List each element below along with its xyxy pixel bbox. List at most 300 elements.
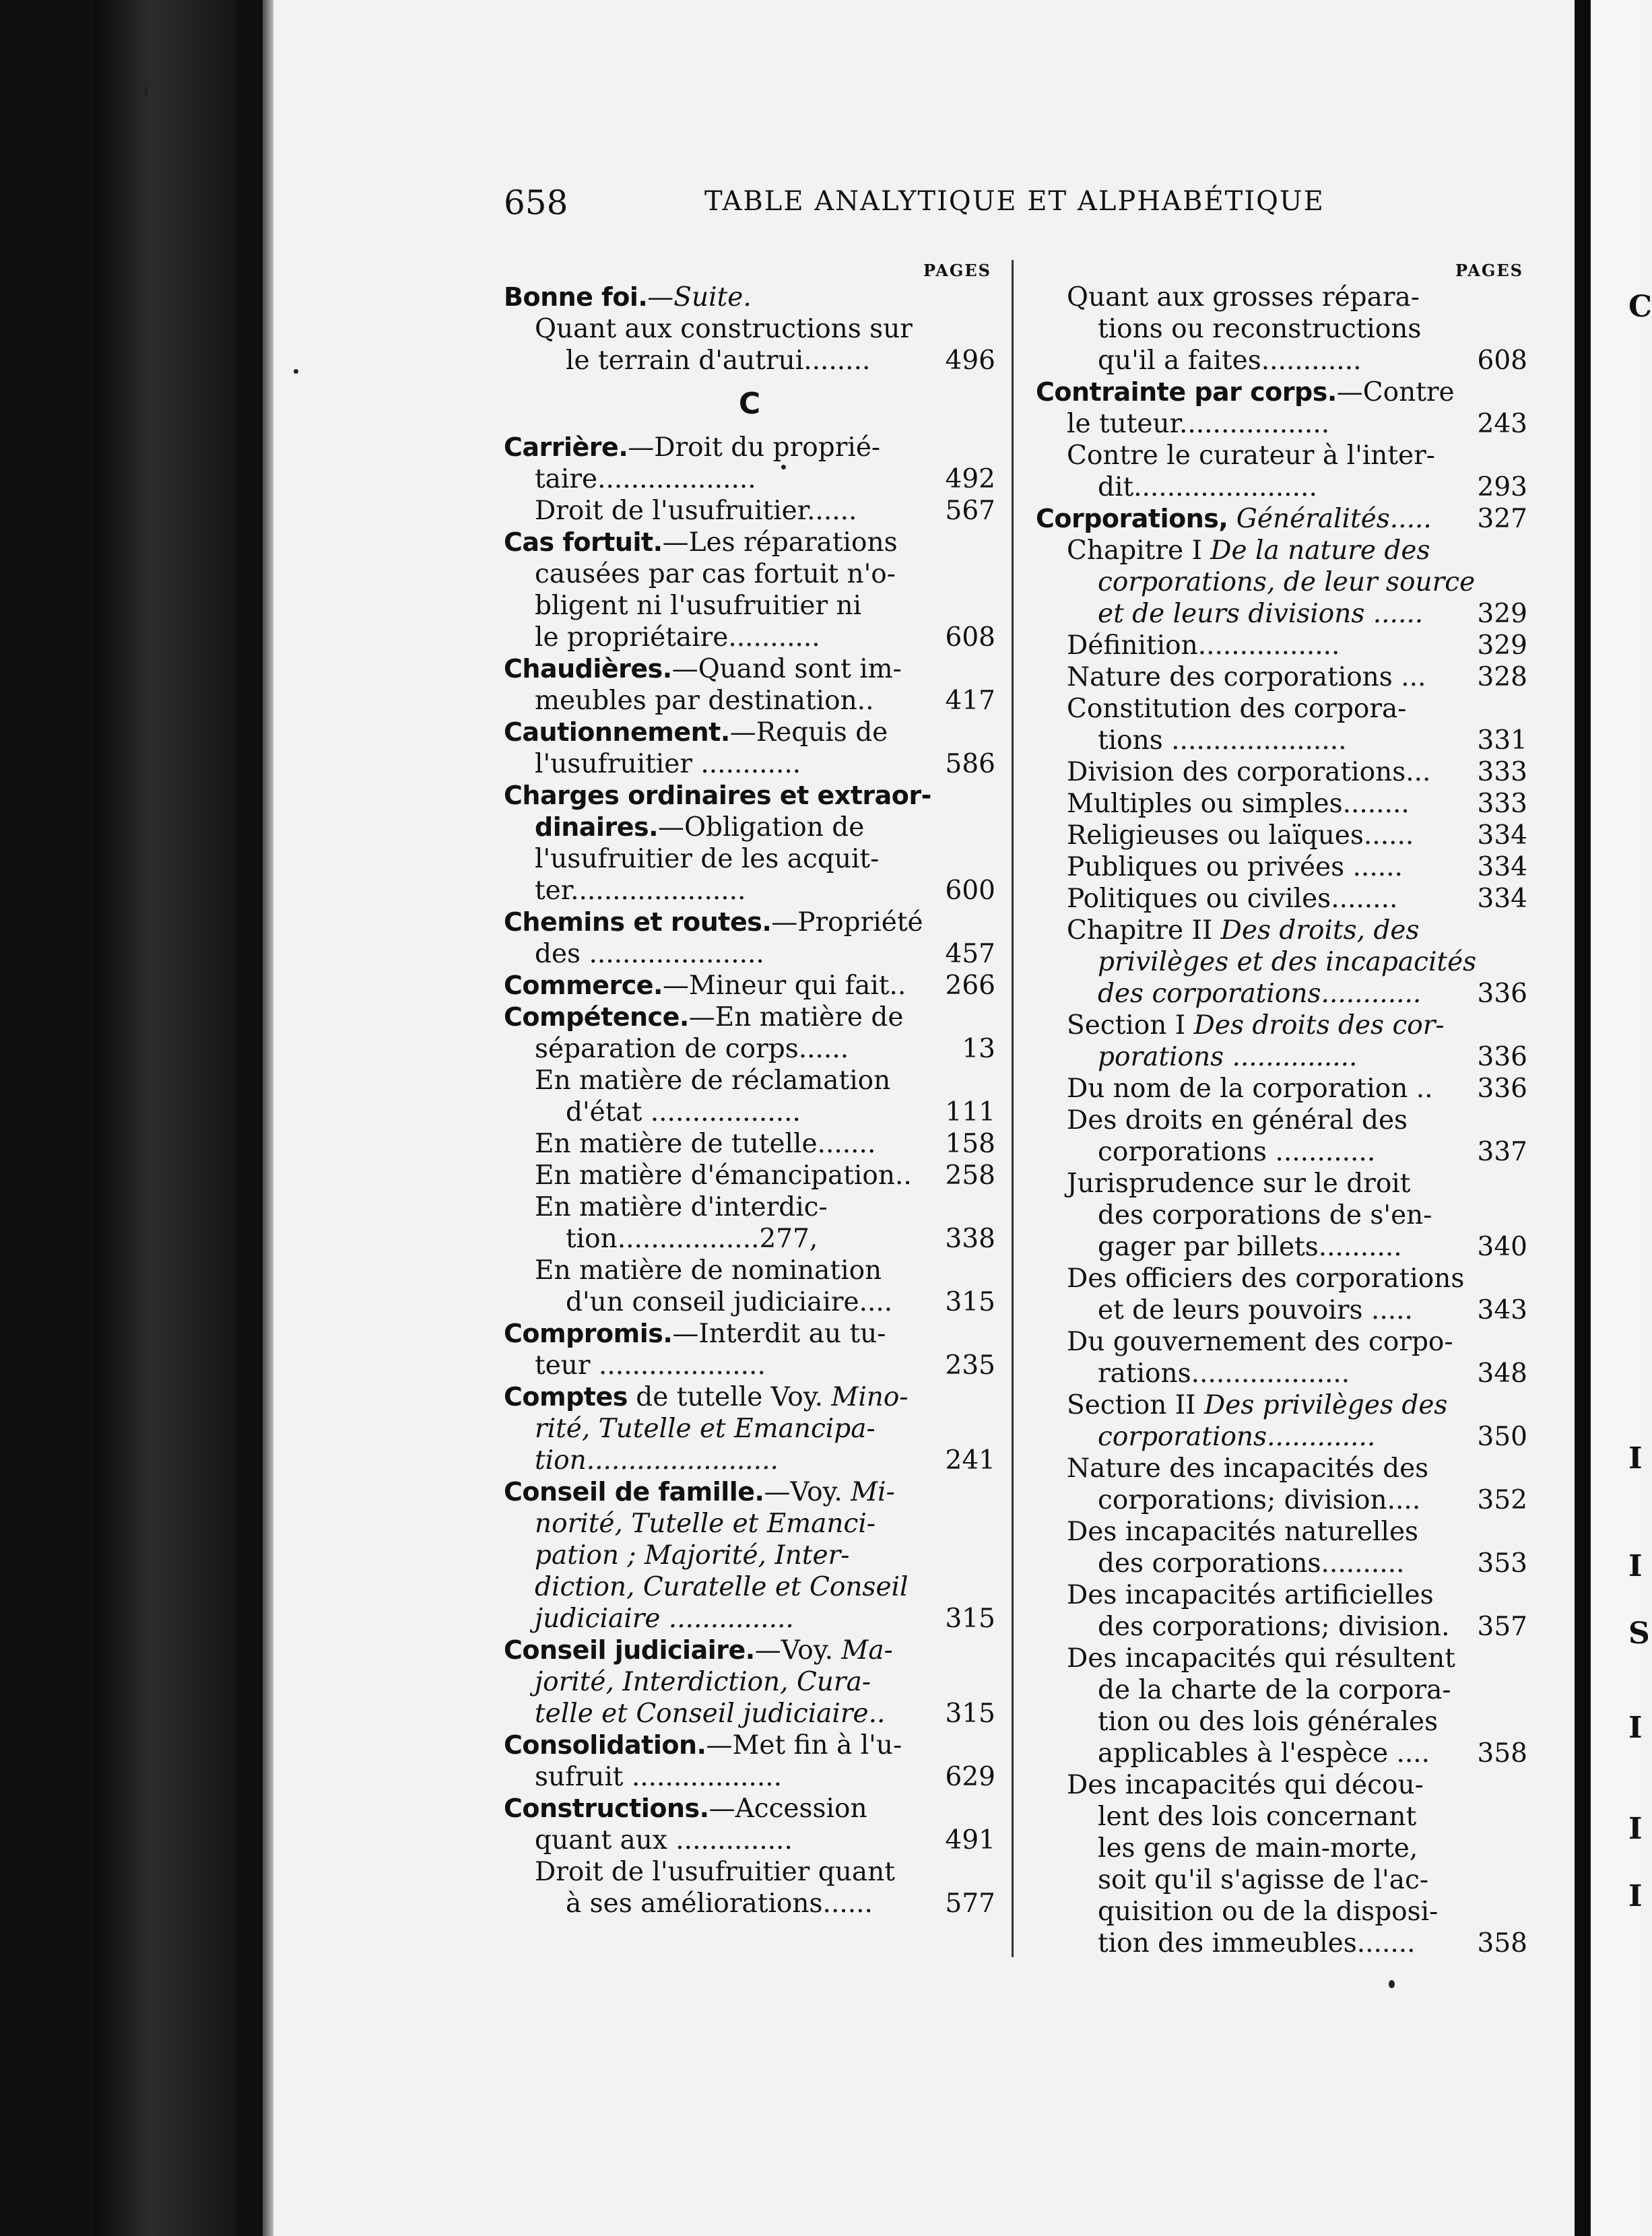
page-ref: 329 xyxy=(1477,599,1527,629)
entry-line xyxy=(504,1255,995,1286)
entry-line xyxy=(504,527,995,558)
entry-headword: Comptes xyxy=(504,1382,628,1412)
entry-text: des ..................... xyxy=(535,939,764,969)
entry-line xyxy=(1036,756,1527,788)
entry-line xyxy=(1036,1389,1527,1421)
entry-headword: Chaudières. xyxy=(504,654,672,684)
index-entry xyxy=(504,970,995,1001)
entry-text: Du nom de la corporation .. xyxy=(1067,1074,1433,1104)
entry-line xyxy=(1036,915,1527,946)
page-ref: 337 xyxy=(1477,1137,1527,1167)
entry-line xyxy=(1036,566,1527,598)
page-ref: 336 xyxy=(1477,979,1527,1009)
entry-text: En matière de tutelle....... xyxy=(535,1129,876,1159)
gutter-band xyxy=(1575,0,1591,2236)
page-ref: 348 xyxy=(1477,1358,1527,1389)
entry-line xyxy=(504,1476,995,1508)
entry-text: —Contre xyxy=(1336,377,1455,407)
entry-text: des corporations.......... xyxy=(1098,1548,1405,1579)
entry-line xyxy=(1036,851,1527,883)
entry-text: et de leurs pouvoirs ..... xyxy=(1098,1295,1413,1325)
page-ref: 357 xyxy=(1477,1612,1527,1642)
entry-line xyxy=(1036,408,1527,440)
entry-text: de tutelle Voy. xyxy=(627,1382,832,1412)
entry-text: Chapitre I xyxy=(1067,535,1211,566)
page-ref: 158 xyxy=(945,1129,995,1159)
entry-line xyxy=(1036,1643,1527,1674)
entry-line xyxy=(504,970,995,1001)
entry-text: l'usufruitier de les acquit- xyxy=(535,844,880,874)
entry-text: Religieuses ou laïques...... xyxy=(1067,820,1414,851)
entry-text: —Accession xyxy=(708,1794,867,1824)
entry-line xyxy=(1036,1579,1527,1611)
entry-text: En matière d'émancipation.. xyxy=(535,1160,912,1191)
entry-text: le propriétaire........... xyxy=(535,622,820,653)
entry-line xyxy=(1036,535,1527,566)
page-ref: 600 xyxy=(945,876,995,906)
entry-text: lent des lois concernant xyxy=(1098,1802,1417,1832)
entry-text: des corporations; division. xyxy=(1098,1612,1450,1642)
index-column-left xyxy=(504,260,995,1919)
entry-line xyxy=(1036,345,1527,376)
entry-line xyxy=(1036,1326,1527,1358)
entry-text: porations ............... xyxy=(1098,1042,1358,1072)
page-ref: 340 xyxy=(1477,1232,1527,1262)
page-ref: 334 xyxy=(1477,820,1527,851)
entry-line xyxy=(504,590,995,622)
index-subentry xyxy=(504,495,995,527)
scan-margin-left xyxy=(0,0,263,2236)
entry-line xyxy=(504,1350,995,1381)
entry-line xyxy=(504,1191,995,1223)
entry-headword: Carrière. xyxy=(504,432,628,462)
entry-text: jorité, Interdiction, Cura- xyxy=(535,1667,871,1697)
entry-text: des corporations de s'en- xyxy=(1098,1200,1432,1230)
page-ref: 315 xyxy=(945,1287,995,1317)
entry-line xyxy=(504,313,995,345)
entry-line xyxy=(1036,1136,1527,1168)
entry-text: Des incapacités artificielles xyxy=(1067,1580,1434,1610)
entry-line xyxy=(1036,1516,1527,1548)
page-ref: 577 xyxy=(945,1888,995,1919)
entry-line xyxy=(504,1001,995,1033)
entry-text: Des incapacités qui décou- xyxy=(1067,1770,1424,1800)
entry-line xyxy=(1036,1073,1527,1105)
entry-line xyxy=(504,463,995,495)
entry-line xyxy=(1036,946,1527,978)
page-ref: 13 xyxy=(962,1034,995,1064)
index-entry xyxy=(504,1318,995,1381)
entry-line xyxy=(1036,1010,1527,1041)
index-entry xyxy=(1036,376,1527,503)
entry-line xyxy=(1036,1801,1527,1833)
page-ref: 358 xyxy=(1477,1738,1527,1769)
entry-line xyxy=(504,1635,995,1666)
page-edge xyxy=(263,0,273,2236)
index-entry xyxy=(504,1001,995,1318)
page-ref: 358 xyxy=(1477,1928,1527,1959)
entry-line xyxy=(1036,1896,1527,1928)
page-ref: 293 xyxy=(1477,472,1527,502)
dust-speck xyxy=(1389,1980,1395,1988)
entry-headword: Contrainte par corps. xyxy=(1036,377,1337,407)
entry-text: tion....................... xyxy=(535,1445,779,1476)
entry-text: —Propriété xyxy=(771,907,923,938)
entry-line xyxy=(504,1888,995,1919)
entry-line xyxy=(1036,1453,1527,1484)
entry-text: —Met fin à l'u- xyxy=(706,1730,902,1761)
entry-text: —Les réparations xyxy=(662,527,898,558)
page-ref: 266 xyxy=(945,971,995,1001)
entry-line xyxy=(504,432,995,463)
entry-text: causées par cas fortuit n'o- xyxy=(535,559,896,589)
page-ref: 329 xyxy=(1477,630,1527,661)
entry-text: rations................... xyxy=(1098,1358,1350,1389)
entry-line xyxy=(504,1571,995,1603)
entry-text: corporations ............ xyxy=(1098,1137,1376,1167)
entry-line xyxy=(1036,1548,1527,1579)
entry-headword: Compétence. xyxy=(504,1002,689,1032)
entry-headword: Constructions. xyxy=(504,1794,709,1823)
entry-text: des corporations............ xyxy=(1098,979,1422,1009)
entry-text: applicables à l'espèce .... xyxy=(1098,1738,1430,1769)
entry-line xyxy=(504,1223,995,1255)
entry-line xyxy=(504,1065,995,1096)
entry-text-italic: Des droits, des xyxy=(1220,915,1420,946)
entry-text: norité, Tutelle et Emanci- xyxy=(535,1509,876,1539)
entry-text: Des droits en général des xyxy=(1067,1105,1408,1136)
page-number: 658 xyxy=(504,183,568,222)
index-entry xyxy=(504,1476,995,1635)
page-ref: 315 xyxy=(945,1604,995,1634)
entry-text: l'usufruitier ............ xyxy=(535,749,801,779)
entry-line xyxy=(504,1761,995,1793)
entry-headword: dinaires. xyxy=(535,812,659,842)
page-ref: 111 xyxy=(945,1097,995,1127)
entry-line xyxy=(1036,282,1527,313)
entry-line xyxy=(504,1508,995,1540)
entry-text: Quant aux constructions sur xyxy=(535,314,913,344)
entry-text: —Obligation de xyxy=(658,812,865,843)
entry-text-italic: Des privilèges des xyxy=(1204,1390,1448,1420)
page-ref: 328 xyxy=(1477,662,1527,692)
entry-text: Des incapacités naturelles xyxy=(1067,1517,1419,1547)
entry-line xyxy=(504,495,995,527)
entry-text: meubles par destination.. xyxy=(535,686,874,716)
entry-line xyxy=(1036,471,1527,503)
page-ref: 567 xyxy=(945,496,995,526)
entry-text: tion ou des lois générales xyxy=(1098,1707,1439,1737)
entry-line xyxy=(504,938,995,970)
entry-text: de la charte de la corpora- xyxy=(1098,1675,1451,1705)
entry-line xyxy=(1036,1738,1527,1769)
adjacent-page-letter: C xyxy=(1628,290,1652,324)
entry-text: qu'il a faites............ xyxy=(1098,346,1362,376)
index-subentry xyxy=(1036,345,1527,376)
adjacent-page-letter: I xyxy=(1628,1879,1643,1913)
page-ref: 334 xyxy=(1477,852,1527,882)
entry-headword: Commerce. xyxy=(504,971,663,1000)
entry-text: —Droit du proprié- xyxy=(628,432,881,463)
column-rule xyxy=(1012,260,1014,1957)
index-entry xyxy=(504,1635,995,1730)
page-ref: 343 xyxy=(1477,1295,1527,1325)
entry-text-italic: Mino- xyxy=(831,1382,908,1412)
entry-line xyxy=(1036,1833,1527,1864)
adjacent-page-letter: I xyxy=(1628,1711,1643,1745)
page-ref: 333 xyxy=(1477,757,1527,787)
entry-line xyxy=(1036,693,1527,725)
entry-line xyxy=(1036,883,1527,915)
entry-text: Nature des incapacités des xyxy=(1067,1453,1429,1484)
entry-line xyxy=(504,1856,995,1888)
entry-line xyxy=(504,1540,995,1571)
entry-text: —Interdit au tu- xyxy=(672,1319,886,1349)
entry-text: Section II xyxy=(1067,1390,1204,1420)
entry-line xyxy=(1036,598,1527,630)
entry-text: pation ; Majorité, Inter- xyxy=(535,1540,850,1571)
entry-text: quisition ou de la disposi- xyxy=(1098,1897,1439,1927)
entry-line xyxy=(504,1698,995,1730)
entry-text: Du gouvernement des corpo- xyxy=(1067,1327,1453,1357)
page-ref: 608 xyxy=(945,622,995,653)
pages-label: PAGES xyxy=(923,261,991,280)
entry-text-italic: Mi- xyxy=(851,1477,895,1507)
entry-line xyxy=(1036,1864,1527,1896)
entry-text: tions ou reconstructions xyxy=(1098,314,1422,344)
entry-line xyxy=(1036,1041,1527,1073)
index-entry xyxy=(504,282,995,376)
entry-line xyxy=(504,1793,995,1824)
entry-line xyxy=(504,1824,995,1856)
entry-text: tions ..................... xyxy=(1098,725,1347,756)
entry-text: corporations............. xyxy=(1098,1422,1376,1452)
entry-line xyxy=(1036,820,1527,851)
entry-text: Multiples ou simples........ xyxy=(1067,789,1410,819)
entry-line xyxy=(1036,1674,1527,1706)
entry-text: taire................... xyxy=(535,464,756,494)
entry-line xyxy=(1036,978,1527,1010)
entry-line xyxy=(504,1128,995,1160)
entry-line xyxy=(504,685,995,717)
entry-line xyxy=(504,1286,995,1318)
adjacent-page-letter: I xyxy=(1628,1812,1643,1846)
entry-headword: Bonne foi. xyxy=(504,282,648,312)
entry-line xyxy=(504,1033,995,1065)
page-ref: 491 xyxy=(945,1825,995,1855)
entry-line xyxy=(504,558,995,590)
page-header xyxy=(504,183,1440,224)
page-ref: 333 xyxy=(1477,789,1527,819)
entry-line xyxy=(504,1730,995,1761)
entry-text: Jurisprudence sur le droit xyxy=(1067,1169,1411,1199)
film-edge xyxy=(94,0,236,2236)
adjacent-page-letter: S xyxy=(1628,1616,1650,1651)
entry-text: privilèges et des incapacités xyxy=(1098,947,1477,977)
page-ref: 496 xyxy=(945,346,995,376)
entry-text: diction, Curatelle et Conseil xyxy=(535,1572,908,1602)
entry-line xyxy=(504,780,995,812)
entry-text-italic: Suite. xyxy=(673,282,752,313)
entry-text: Nature des corporations ... xyxy=(1067,662,1426,692)
entry-text: Publiques ou privées ...... xyxy=(1067,852,1403,882)
entry-headword: Cas fortuit. xyxy=(504,527,663,557)
index-column-right xyxy=(1036,260,1527,1959)
entry-headword: Conseil judiciaire. xyxy=(504,1635,755,1665)
entry-line xyxy=(1036,661,1527,693)
page-ref: 336 xyxy=(1477,1042,1527,1072)
entry-line xyxy=(1036,1199,1527,1231)
page-ref: 243 xyxy=(1477,409,1527,439)
entry-text: Section I xyxy=(1067,1010,1194,1041)
entry-line xyxy=(1036,440,1527,471)
entry-line xyxy=(504,1666,995,1698)
page-ref: 315 xyxy=(945,1699,995,1729)
index-entry xyxy=(504,1793,995,1919)
entry-line xyxy=(1036,1421,1527,1453)
index-entry xyxy=(504,1381,995,1476)
entry-text: d'état .................. xyxy=(566,1097,801,1127)
entry-text: le tuteur.................. xyxy=(1067,409,1330,439)
entry-text: Quant aux grosses répara- xyxy=(1067,282,1420,313)
page-ref: 353 xyxy=(1477,1548,1527,1579)
entry-text: Politiques ou civiles........ xyxy=(1067,884,1398,914)
entry-line xyxy=(504,282,995,313)
entry-text: d'un conseil judiciaire.... xyxy=(566,1287,893,1317)
entry-line xyxy=(1036,1611,1527,1643)
page-ref: 352 xyxy=(1477,1485,1527,1515)
index-entry xyxy=(504,780,995,907)
entry-headword: Cautionnement. xyxy=(504,717,730,747)
page-ref: 608 xyxy=(1477,346,1527,376)
entry-text: —Quand sont im- xyxy=(671,654,902,684)
entry-line xyxy=(504,1318,995,1350)
entry-line xyxy=(1036,503,1527,535)
entry-text xyxy=(1228,504,1236,534)
entry-line xyxy=(1036,1294,1527,1326)
entry-text: le terrain d'autrui........ xyxy=(566,346,871,376)
entry-line xyxy=(1036,1168,1527,1199)
entry-line xyxy=(1036,725,1527,756)
page-ref: 417 xyxy=(945,686,995,716)
page-ref: 241 xyxy=(945,1445,995,1476)
entry-line xyxy=(504,1413,995,1445)
page-ref: 331 xyxy=(1477,725,1527,756)
page-ref: 235 xyxy=(945,1350,995,1381)
entry-headword: Corporations, xyxy=(1036,504,1228,533)
entry-headword: Chemins et routes. xyxy=(504,907,772,937)
entry-text: —Voy. xyxy=(754,1635,842,1666)
entry-line xyxy=(504,1445,995,1476)
entry-line xyxy=(1036,1484,1527,1516)
entry-text: et de leurs divisions ...... xyxy=(1098,599,1424,629)
entry-text: Contre le curateur à l'inter- xyxy=(1067,440,1435,471)
entry-text: —Voy. xyxy=(764,1477,851,1507)
entry-line xyxy=(504,907,995,938)
entry-line xyxy=(1036,1358,1527,1389)
entry-line xyxy=(1036,1769,1527,1801)
entry-text: bligent ni l'usufruitier ni xyxy=(535,591,862,621)
entry-text: En matière de nomination xyxy=(535,1255,882,1286)
page-ref: 258 xyxy=(945,1160,995,1191)
page-ref: 336 xyxy=(1477,1074,1527,1104)
entry-line xyxy=(504,1381,995,1413)
entry-line xyxy=(504,717,995,748)
entry-line xyxy=(1036,630,1527,661)
entry-text-italic: Ma- xyxy=(841,1635,893,1666)
page-ref: 457 xyxy=(945,939,995,969)
entry-text: tion.................277, xyxy=(566,1224,818,1254)
page-ref: 586 xyxy=(945,749,995,779)
entry-line xyxy=(1036,1263,1527,1294)
entry-line xyxy=(1036,1231,1527,1263)
entry-text: corporations; division.... xyxy=(1098,1485,1421,1515)
entry-text: tion des immeubles....... xyxy=(1098,1928,1416,1959)
entry-line xyxy=(504,1096,995,1128)
entry-text: Des incapacités qui résultent xyxy=(1067,1643,1455,1674)
entry-text: —En matière de xyxy=(688,1002,904,1032)
entry-line xyxy=(1036,1105,1527,1136)
entry-text: Des officiers des corporations xyxy=(1067,1263,1465,1294)
index-subentry xyxy=(1036,282,1527,313)
entry-line xyxy=(504,748,995,780)
entry-text: ter..................... xyxy=(535,876,746,906)
entry-line xyxy=(1036,1928,1527,1959)
page-ref: 327 xyxy=(1477,504,1527,534)
page-ref: 350 xyxy=(1477,1422,1527,1452)
index-entry xyxy=(504,717,995,780)
entry-text: Droit de l'usufruitier...... xyxy=(535,496,857,526)
entry-line xyxy=(504,622,995,653)
entry-text: à ses améliorations...... xyxy=(566,1888,873,1919)
section-letter: C xyxy=(738,387,761,421)
entry-text: séparation de corps...... xyxy=(535,1034,849,1064)
entry-line xyxy=(504,812,995,843)
entry-text-italic: Des droits des cor- xyxy=(1193,1010,1445,1041)
entry-headword: Compromis. xyxy=(504,1319,673,1348)
page-ref: 629 xyxy=(945,1762,995,1792)
index-entry xyxy=(504,1730,995,1793)
index-entry xyxy=(504,527,995,653)
page-ref: 334 xyxy=(1477,884,1527,914)
entry-headword: Charges ordinaires et extraor- xyxy=(504,781,931,810)
adjacent-page-letter: I xyxy=(1628,1441,1643,1476)
entry-line xyxy=(504,1603,995,1635)
page-ref: 492 xyxy=(945,464,995,494)
entry-text: Droit de l'usufruitier quant xyxy=(535,1857,895,1887)
entry-text: En matière de réclamation xyxy=(535,1065,891,1096)
entry-text: les gens de main-morte, xyxy=(1098,1833,1418,1864)
dust-speck xyxy=(144,86,148,97)
entry-text: Constitution des corpora- xyxy=(1067,694,1407,724)
page-ref: 338 xyxy=(945,1224,995,1254)
entry-text: telle et Conseil judiciaire.. xyxy=(535,1699,886,1729)
index-entry xyxy=(504,907,995,970)
running-title: TABLE ANALYTIQUE ET ALPHABÉTIQUE xyxy=(704,186,1325,217)
entry-line xyxy=(1036,376,1527,408)
entry-text: sufruit .................. xyxy=(535,1762,783,1792)
entry-text: teur .................... xyxy=(535,1350,766,1381)
entry-line xyxy=(1036,313,1527,345)
entry-line xyxy=(504,875,995,907)
entry-text: —Requis de xyxy=(729,717,888,748)
entry-text: corporations, de leur source xyxy=(1098,567,1476,597)
entry-line xyxy=(504,843,995,875)
entry-text: Chapitre II xyxy=(1067,915,1221,946)
adjacent-page-letter: I xyxy=(1628,1549,1643,1583)
entry-text: soit qu'il s'agisse de l'ac- xyxy=(1098,1865,1429,1895)
entry-text: judiciaire ............... xyxy=(535,1604,794,1634)
